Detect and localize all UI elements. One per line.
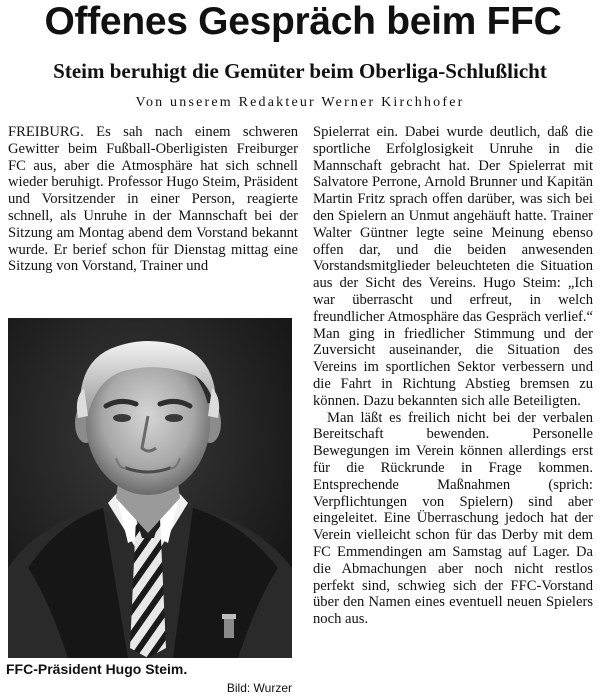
photo-caption: FFC-Präsident Hugo Steim. [6, 661, 188, 677]
article-column-right [313, 124, 593, 628]
article-byline: Von unserem Redakteur Werner Kirchhofer [135, 95, 465, 110]
article-headline: Offenes Gespräch beim FFC [44, 0, 562, 43]
article-column-left [8, 124, 298, 275]
article-paragraph: Man läßt es freilich nicht bei der verbalen Bereitschaft bewenden. Personelle Bewegungen im Verein können allerdings erst für die Rückrunde in Frage kommen. Entsprechende Maßnahmen (sprich: Verpflichtungen von Spielern) sind aber eingeleitet. Eine Überraschung jedoch hat der Verein vielleicht schon für das Derby mit dem FC Emmendingen am Samstag auf Lager. Da die Abmachungen aber noch nicht restlos perfekt sind, schwieg sich der FFC-Vorstand über den Namen eines eventuell neuen Spielers noch aus. [313, 409, 593, 628]
article-subheadline: Steim beruhigt die Gemüter beim Oberliga-Schlußlicht [53, 59, 547, 83]
portrait-photo [8, 318, 292, 658]
photo-credit: Bild: Wurzer [226, 681, 292, 695]
article-paragraph: Spielerrat ein. Dabei wurde deutlich, daß die sportliche Erfolglosigkeit Unruhe in die Mannschaft gebracht hat. Der Spielerrat mit Salvatore Perrone, Arnold Brunner und Kapitän Martin Fritz sprach offen darüber, was sich bei den Spielern an Unmut angehäuft hatte. Trainer Walter Güntner legte seine Meinung ebenso offen dar, und die beiden anwesenden Vorstandsmitglieder beleuchteten die Situation aus der Sicht des Vereins. Hugo Steim: „Ich war überrascht und erfreut, in welch freundlicher Atmosphäre das Gespräch verlief.“ Man ging in friedlicher Stimmung und der Zuversicht auseinander, die Situation des Vereins im sportlichen Sektor verbessern und die Fahrt in Richtung Abstieg bremsen zu können. Dazu bekannten sich alle Beteiligten. [313, 124, 593, 409]
article-paragraph: FREIBURG. Es sah nach einem schweren Gewitter beim Fußball-Oberligisten Freiburger FC aus, aber die Atmosphäre hat sich schnell wieder beruhigt. Professor Hugo Steim, Präsident und Vorsitzender in einer Person, reagierte schnell, als Unruhe in der Mannschaft bei der Sitzung am Montag abend dem Vorstand bekannt wurde. Er berief schon für Dienstag mittag eine Sitzung von Vorstand, Trainer und [8, 124, 298, 275]
portrait-image [8, 318, 292, 658]
